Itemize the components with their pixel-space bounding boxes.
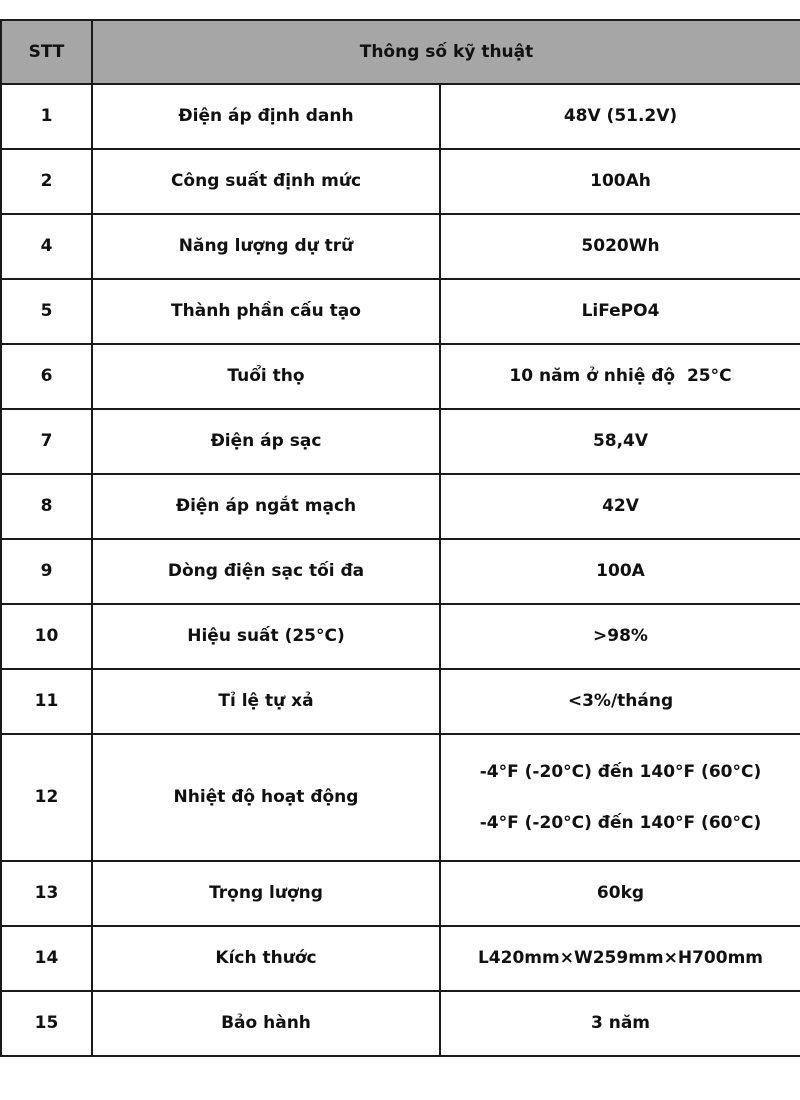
row-label: Điện áp sạc (92, 409, 440, 474)
row-stt: 11 (1, 669, 92, 734)
row-label: Tỉ lệ tự xả (92, 669, 440, 734)
row-label: Nhiệt độ hoạt động (92, 734, 440, 861)
table-row (1, 604, 800, 669)
row-value: 5020Wh (440, 214, 800, 279)
table-row (1, 84, 800, 149)
row-label: Dòng điện sạc tối đa (92, 539, 440, 604)
row-value: 3 năm (440, 991, 800, 1056)
table-row (1, 991, 800, 1056)
row-value: LiFePO4 (440, 279, 800, 344)
row-value: 60kg (440, 861, 800, 926)
header-specs: Thông số kỹ thuật (92, 20, 800, 84)
table-row (1, 409, 800, 474)
row-stt: 9 (1, 539, 92, 604)
table-row (1, 279, 800, 344)
row-value: >98% (440, 604, 800, 669)
table-row (1, 539, 800, 604)
row-stt: 12 (1, 734, 92, 861)
row-label: Hiệu suất (25°C) (92, 604, 440, 669)
row-stt: 2 (1, 149, 92, 214)
row-stt: 7 (1, 409, 92, 474)
row-value: 100Ah (440, 149, 800, 214)
row-value (440, 734, 800, 861)
row-stt: 10 (1, 604, 92, 669)
row-stt: 13 (1, 861, 92, 926)
row-label: Trọng lượng (92, 861, 440, 926)
row-stt: 15 (1, 991, 92, 1056)
row-stt: 4 (1, 214, 92, 279)
row-value: L420mm×W259mm×H700mm (440, 926, 800, 991)
row-label: Điện áp ngắt mạch (92, 474, 440, 539)
row-value: 100A (440, 539, 800, 604)
header-row (1, 20, 800, 84)
table-row (1, 926, 800, 991)
table-row (1, 149, 800, 214)
row-label: Công suất định mức (92, 149, 440, 214)
table-row (1, 344, 800, 409)
table-row (1, 669, 800, 734)
row-stt: 14 (1, 926, 92, 991)
row-label: Thành phần cấu tạo (92, 279, 440, 344)
row-stt: 1 (1, 84, 92, 149)
table-row (1, 214, 800, 279)
table-row (1, 734, 800, 861)
table-row (1, 861, 800, 926)
row-value: 58,4V (440, 409, 800, 474)
row-label: Điện áp định danh (92, 84, 440, 149)
header-stt: STT (1, 20, 92, 84)
row-label: Bảo hành (92, 991, 440, 1056)
row-stt: 5 (1, 279, 92, 344)
row-value: 42V (440, 474, 800, 539)
row-label: Kích thước (92, 926, 440, 991)
row-stt: 6 (1, 344, 92, 409)
row-label: Tuổi thọ (92, 344, 440, 409)
table-row (1, 474, 800, 539)
row-label: Năng lượng dự trữ (92, 214, 440, 279)
spec-table (0, 19, 800, 1057)
row-value: 10 năm ở nhiệ độ 25°C (440, 344, 800, 409)
row-value: <3%/tháng (440, 669, 800, 734)
row-value-line: -4°F (-20°C) đến 140°F (60°C) (479, 812, 762, 833)
row-value: 48V (51.2V) (440, 84, 800, 149)
row-value-line: -4°F (-20°C) đến 140°F (60°C) (479, 762, 762, 783)
row-stt: 8 (1, 474, 92, 539)
